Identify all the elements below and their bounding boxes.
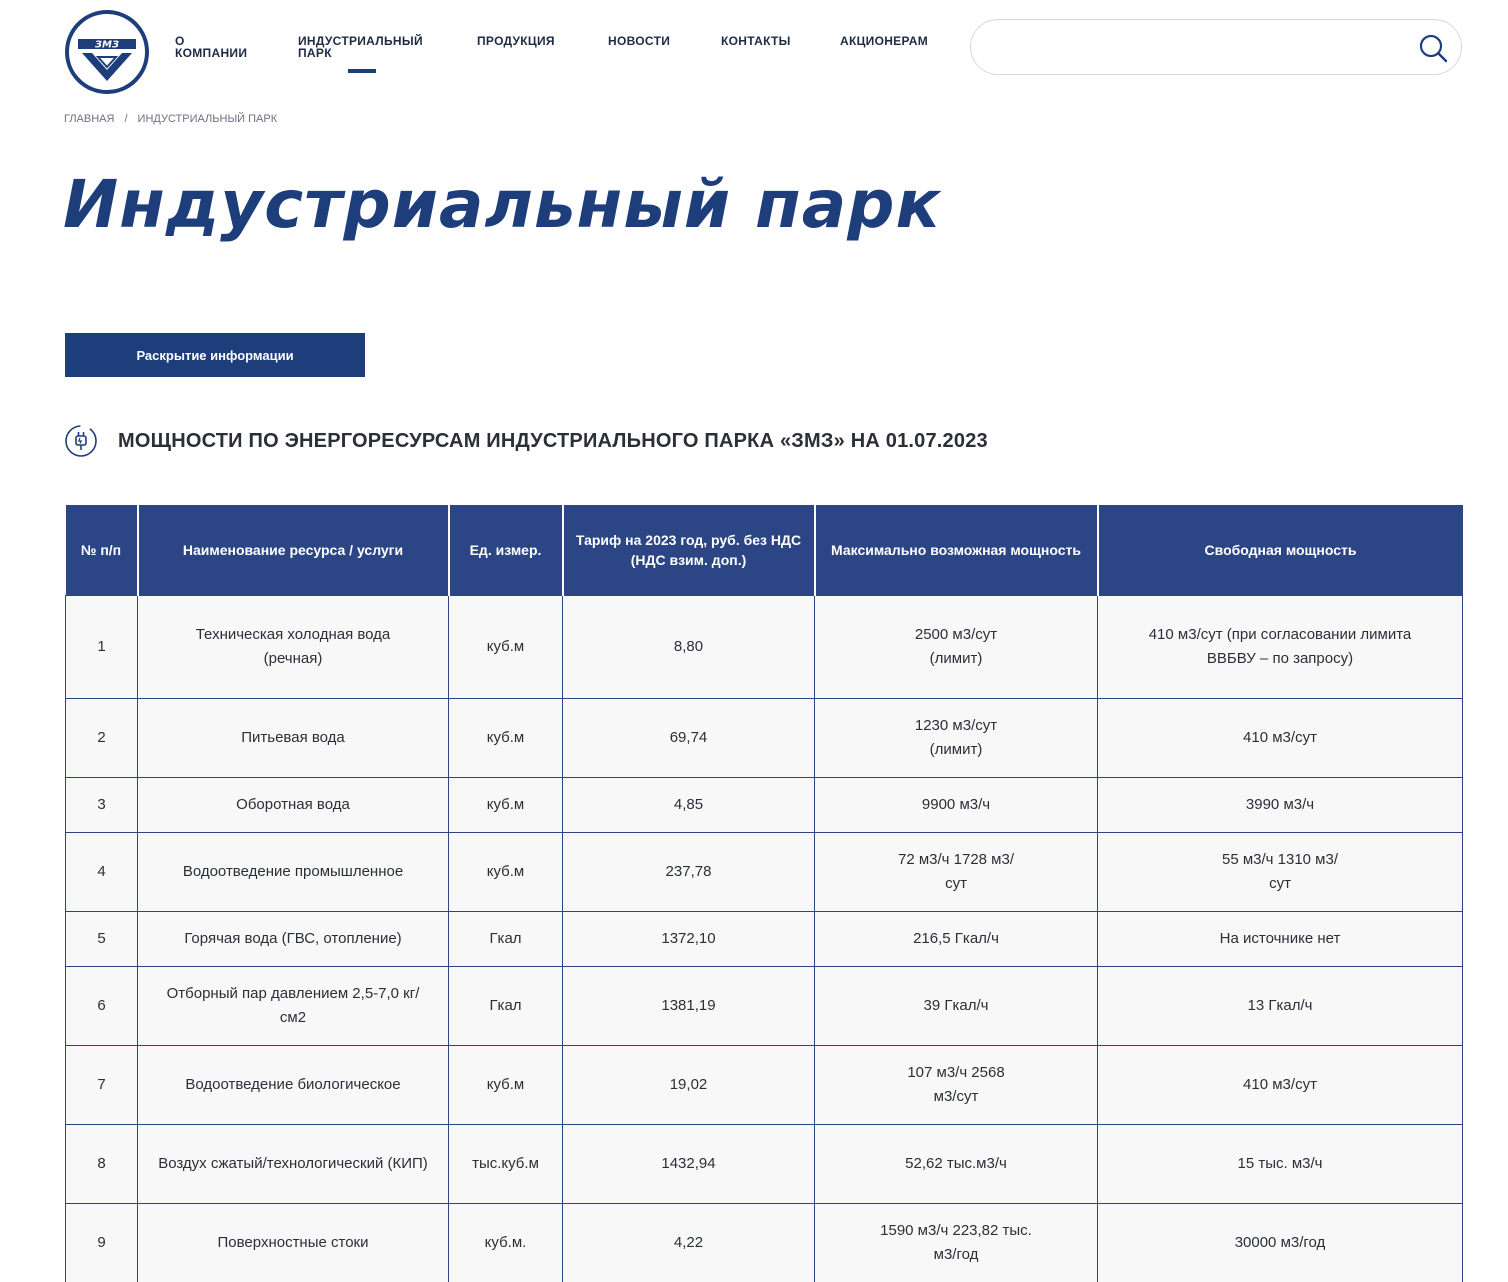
cell-unit: куб.м <box>449 777 563 832</box>
cell-number: 4 <box>66 832 138 911</box>
cell-free-capacity: 30000 м3/год <box>1098 1203 1463 1282</box>
cell-free-capacity: 13 Гкал/ч <box>1098 966 1463 1045</box>
nav-item-industrial-park-line1: ИНДУСТРИАЛЬНЫЙ <box>298 34 423 48</box>
table-body <box>66 595 1463 1282</box>
cell-number: 9 <box>66 1203 138 1282</box>
nav-item-shareholders[interactable] <box>840 35 928 47</box>
breadcrumb-separator: / <box>124 113 128 125</box>
table-row <box>66 698 1463 777</box>
search-box <box>970 19 1462 75</box>
header-tariff: Тариф на 2023 год, руб. без НДС (НДС взим. доп.) <box>563 505 815 595</box>
page-title: Индустриальный парк <box>63 166 942 243</box>
nav-active-indicator <box>348 69 376 73</box>
nav-item-news[interactable] <box>608 35 670 47</box>
header-free-capacity: Свободная мощность <box>1098 505 1463 595</box>
cell-tariff: 8,80 <box>563 595 815 698</box>
table-row <box>66 1045 1463 1124</box>
cell-max-capacity: 72 м3/ч 1728 м3/сут <box>815 832 1098 911</box>
cell-unit: куб.м <box>449 1045 563 1124</box>
cell-resource-name: Поверхностные стоки <box>138 1203 449 1282</box>
section-heading <box>64 424 988 458</box>
cell-tariff: 1372,10 <box>563 911 815 966</box>
nav-item-products-label: ПРОДУКЦИЯ <box>477 34 555 48</box>
cell-number: 3 <box>66 777 138 832</box>
table-row <box>66 832 1463 911</box>
cell-unit: куб.м. <box>449 1203 563 1282</box>
cell-free-capacity: 410 м3/сут <box>1098 698 1463 777</box>
cell-resource-name: Техническая холодная вода (речная) <box>138 595 449 698</box>
logo-text: ЗМЗ <box>94 39 120 51</box>
cell-number: 8 <box>66 1124 138 1203</box>
cell-number: 6 <box>66 966 138 1045</box>
table-row <box>66 966 1463 1045</box>
cell-tariff: 19,02 <box>563 1045 815 1124</box>
header-resource-name: Наименование ресурса / услуги <box>138 505 449 595</box>
cell-number: 1 <box>66 595 138 698</box>
breadcrumb <box>64 113 277 125</box>
cell-number: 2 <box>66 698 138 777</box>
nav-item-company-line1: О <box>175 34 185 48</box>
nav-item-industrial-park[interactable] <box>298 35 423 59</box>
cell-resource-name: Горячая вода (ГВС, отопление) <box>138 911 449 966</box>
table-row <box>66 1124 1463 1203</box>
cell-free-capacity: 55 м3/ч 1310 м3/сут <box>1098 832 1463 911</box>
breadcrumb-home[interactable]: ГЛАВНАЯ <box>64 113 115 125</box>
search-input[interactable] <box>995 32 1395 62</box>
cell-max-capacity: 2500 м3/сут (лимит) <box>815 595 1098 698</box>
cell-resource-name: Водоотведение промышленное <box>138 832 449 911</box>
cell-tariff: 4,22 <box>563 1203 815 1282</box>
cell-resource-name: Оборотная вода <box>138 777 449 832</box>
cell-max-capacity: 107 м3/ч 2568 м3/сут <box>815 1045 1098 1124</box>
cell-resource-name: Водоотведение биологическое <box>138 1045 449 1124</box>
cell-unit: тыс.куб.м <box>449 1124 563 1203</box>
table-row <box>66 911 1463 966</box>
cell-resource-name: Питьевая вода <box>138 698 449 777</box>
breadcrumb-current: ИНДУСТРИАЛЬНЫЙ ПАРК <box>137 113 278 125</box>
cell-free-capacity: На источнике нет <box>1098 911 1463 966</box>
section-title: МОЩНОСТИ ПО ЭНЕРГОРЕСУРСАМ ИНДУСТРИАЛЬНОГО ПАРКА «ЗМЗ» НА 01.07.2023 <box>118 429 988 452</box>
table-row <box>66 777 1463 832</box>
search-icon[interactable] <box>1417 32 1449 64</box>
cell-free-capacity: 410 м3/сут <box>1098 1045 1463 1124</box>
cell-unit: куб.м <box>449 595 563 698</box>
nav-item-contacts-label: КОНТАКТЫ <box>721 34 791 48</box>
nav-item-company-line2: КОМПАНИИ <box>175 46 248 60</box>
cell-max-capacity: 39 Гкал/ч <box>815 966 1098 1045</box>
cell-tariff: 69,74 <box>563 698 815 777</box>
header-number: № п/п <box>66 505 138 595</box>
header-max-capacity: Максимально возможная мощность <box>815 505 1098 595</box>
cell-max-capacity: 52,62 тыс.м3/ч <box>815 1124 1098 1203</box>
table-row <box>66 1203 1463 1282</box>
cell-max-capacity: 1590 м3/ч 223,82 тыс. м3/год <box>815 1203 1098 1282</box>
cell-unit: куб.м <box>449 832 563 911</box>
cell-max-capacity: 9900 м3/ч <box>815 777 1098 832</box>
cell-max-capacity: 216,5 Гкал/ч <box>815 911 1098 966</box>
table-row <box>66 595 1463 698</box>
nav-item-company[interactable] <box>175 35 247 59</box>
disclosure-button[interactable]: Раскрытие информации <box>65 333 365 377</box>
cell-unit: Гкал <box>449 966 563 1045</box>
nav-item-contacts[interactable] <box>721 35 791 47</box>
site-header <box>0 0 1508 100</box>
cell-tariff: 237,78 <box>563 832 815 911</box>
plug-icon <box>64 424 98 458</box>
cell-number: 5 <box>66 911 138 966</box>
cell-tariff: 4,85 <box>563 777 815 832</box>
cell-resource-name: Отборный пар давлением 2,5-7,0 кг/см2 <box>138 966 449 1045</box>
cell-unit: куб.м <box>449 698 563 777</box>
table-header-row <box>66 505 1463 595</box>
cell-tariff: 1432,94 <box>563 1124 815 1203</box>
nav-item-shareholders-label: АКЦИОНЕРАМ <box>840 34 928 48</box>
energy-table-container <box>65 505 1462 1282</box>
cell-unit: Гкал <box>449 911 563 966</box>
energy-resources-table <box>65 505 1463 1282</box>
cell-max-capacity: 1230 м3/сут (лимит) <box>815 698 1098 777</box>
nav-item-news-label: НОВОСТИ <box>608 34 671 48</box>
cell-tariff: 1381,19 <box>563 966 815 1045</box>
nav-item-industrial-park-line2: ПАРК <box>298 46 332 60</box>
cell-free-capacity: 410 м3/сут (при согласовании лимита ВВБВУ – по запросу) <box>1098 595 1463 698</box>
cell-free-capacity: 3990 м3/ч <box>1098 777 1463 832</box>
cell-free-capacity: 15 тыс. м3/ч <box>1098 1124 1463 1203</box>
header-unit: Ед. измер. <box>449 505 563 595</box>
cell-number: 7 <box>66 1045 138 1124</box>
cell-resource-name: Воздух сжатый/технологический (КИП) <box>138 1124 449 1203</box>
zmz-logo[interactable] <box>64 9 150 95</box>
nav-item-products[interactable] <box>477 35 555 47</box>
